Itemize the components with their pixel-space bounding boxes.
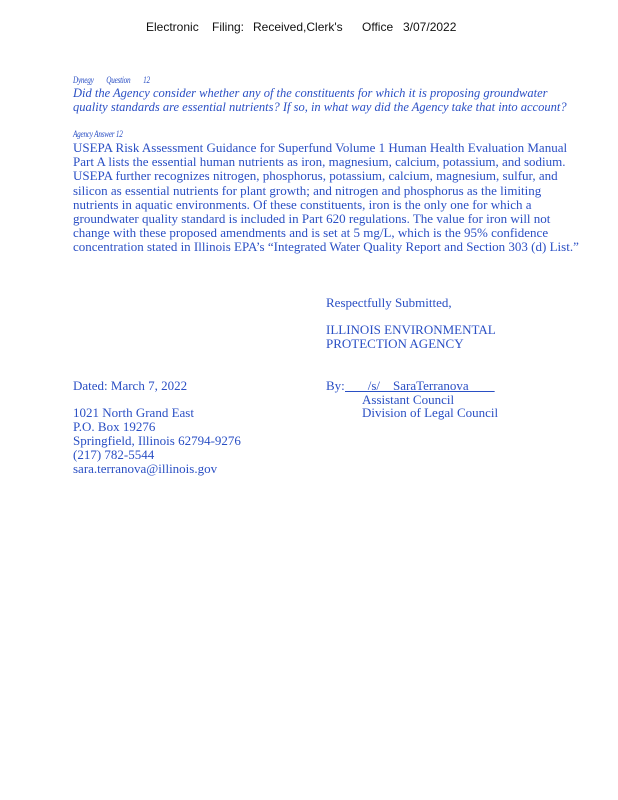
question-line: Did the Agency consider whether any of the constituents for which it is proposing groundwater <box>73 86 548 100</box>
answer-line: USEPA further recognizes nitrogen, phosphorus, potassium, calcium, magnesium, sulfur, and <box>73 168 558 183</box>
answer-line: nutrients in aquatic environments. Of these constituents, iron is the only one for which a <box>73 197 532 212</box>
respectfully-submitted: Respectfully Submitted, <box>326 295 452 310</box>
answer-line: change with these proposed amendments and is set at 5 mg/L, which is the 95% confidence <box>73 225 549 240</box>
address-street: 1021 North Grand East <box>73 405 194 420</box>
address-city: Springfield, Illinois 62794-9276 <box>73 433 241 448</box>
answer-line: concentration stated in Illinois EPA’s “Integrated Water Quality Report and Section 303 (d) List.” <box>73 239 579 254</box>
by-label: By: <box>326 378 345 393</box>
header-date: 3/07/2022 <box>403 20 457 34</box>
dated-line: Dated: March 7, 2022 <box>73 378 188 393</box>
header-electronic: Electronic <box>146 20 199 34</box>
address-po-box: P.O. Box 19276 <box>73 419 156 434</box>
signer-title: Assistant Council <box>362 392 455 407</box>
header-filing: Filing: <box>212 20 245 34</box>
answer-line: USEPA Risk Assessment Guidance for Superfund Volume 1 Human Health Evaluation Manual <box>73 140 568 155</box>
header-received: Received,Clerk's <box>253 20 343 34</box>
agency-name-line1: ILLINOIS ENVIRONMENTAL <box>326 322 496 337</box>
address-email[interactable]: sara.terranova@illinois.gov <box>73 461 218 476</box>
address-phone: (217) 782-5544 <box>73 447 155 462</box>
question-label: Dynegy Question 12 <box>73 75 150 85</box>
header-office: Office <box>362 20 394 34</box>
question-line: quality standards are essential nutrients? If so, in what way did the Agency take that into account? <box>73 100 567 114</box>
signature: /s/ SaraTerranova <box>345 378 495 393</box>
answer-line: Part A lists the essential human nutrients as iron, magnesium, calcium, potassium, and sodium. <box>73 154 566 169</box>
answer-line: silicon as essential nutrients for plant growth; and nitrogen and phosphorus as the limiting <box>73 183 542 198</box>
answer-line: groundwater quality standard is included in Part 620 regulations. The value for iron will not <box>73 211 551 226</box>
agency-name-line2: PROTECTION AGENCY <box>326 336 464 351</box>
answer-label: Agency Answer 12 <box>73 129 123 139</box>
signer-division: Division of Legal Council <box>362 405 499 420</box>
